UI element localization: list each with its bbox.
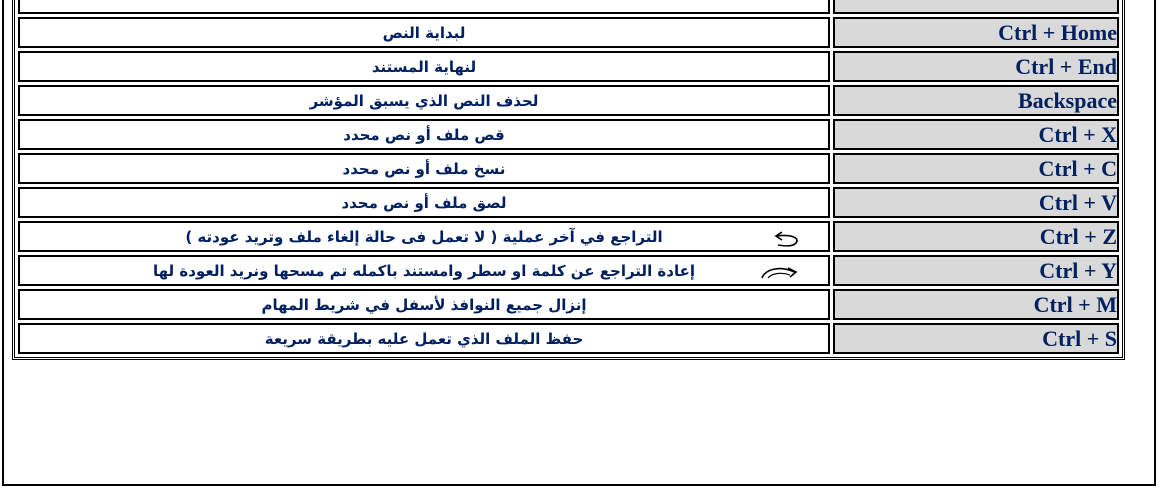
shortcut-keys: Ctrl + X bbox=[833, 119, 1119, 150]
table-row bbox=[18, 187, 1119, 218]
redo-icon bbox=[760, 262, 804, 284]
shortcut-description: إنزال جميع النوافذ لأسفل في شريط المهام bbox=[18, 289, 830, 320]
undo-icon bbox=[772, 228, 806, 250]
shortcut-keys: Ctrl + V bbox=[833, 187, 1119, 218]
shortcut-keys: Ctrl + Y bbox=[833, 255, 1119, 286]
shortcut-keys: Ctrl + M bbox=[833, 289, 1119, 320]
shortcut-description: إعادة التراجع عن كلمة او سطر وامستند باكمله تم مسحها ونريد العودة لها bbox=[153, 261, 695, 280]
table-row bbox=[18, 153, 1119, 184]
shortcut-keys: Ctrl + Z bbox=[833, 221, 1119, 252]
shortcut-description: نسخ ملف أو نص محدد bbox=[18, 153, 830, 184]
shortcut-keys: Backspace bbox=[833, 85, 1119, 116]
table-row bbox=[18, 255, 1119, 286]
shortcut-keys: Ctrl + Home bbox=[833, 17, 1119, 48]
shortcut-description: لصق ملف أو نص محدد bbox=[18, 187, 830, 218]
table-row bbox=[18, 85, 1119, 116]
shortcut-description-cell bbox=[18, 255, 830, 286]
shortcut-description-cell bbox=[18, 221, 830, 252]
shortcuts-table bbox=[12, 0, 1125, 360]
shortcut-description: لحذف النص الذي يسبق المؤشر bbox=[18, 85, 830, 116]
shortcut-description: حفظ الملف الذي تعمل عليه بطريقة سريعة bbox=[18, 323, 830, 354]
table-row bbox=[18, 17, 1119, 48]
table-row bbox=[18, 0, 1119, 14]
shortcut-description bbox=[18, 0, 830, 14]
shortcut-description: لنهاية المستند bbox=[18, 51, 830, 82]
shortcut-description: التراجع في آخر عملية ( لا تعمل فى حالة إلغاء ملف وتريد عودته ) bbox=[185, 227, 663, 246]
shortcut-description: لبداية النص bbox=[18, 17, 830, 48]
table-row bbox=[18, 323, 1119, 354]
shortcut-keys: Ctrl + End bbox=[833, 51, 1119, 82]
shortcut-keys: Ctrl + C bbox=[833, 153, 1119, 184]
table-row bbox=[18, 289, 1119, 320]
table-row bbox=[18, 119, 1119, 150]
table-row bbox=[18, 51, 1119, 82]
shortcut-keys: Ctrl + S bbox=[833, 323, 1119, 354]
shortcut-keys bbox=[833, 0, 1119, 14]
shortcut-description: قص ملف أو نص محدد bbox=[18, 119, 830, 150]
table-row bbox=[18, 221, 1119, 252]
